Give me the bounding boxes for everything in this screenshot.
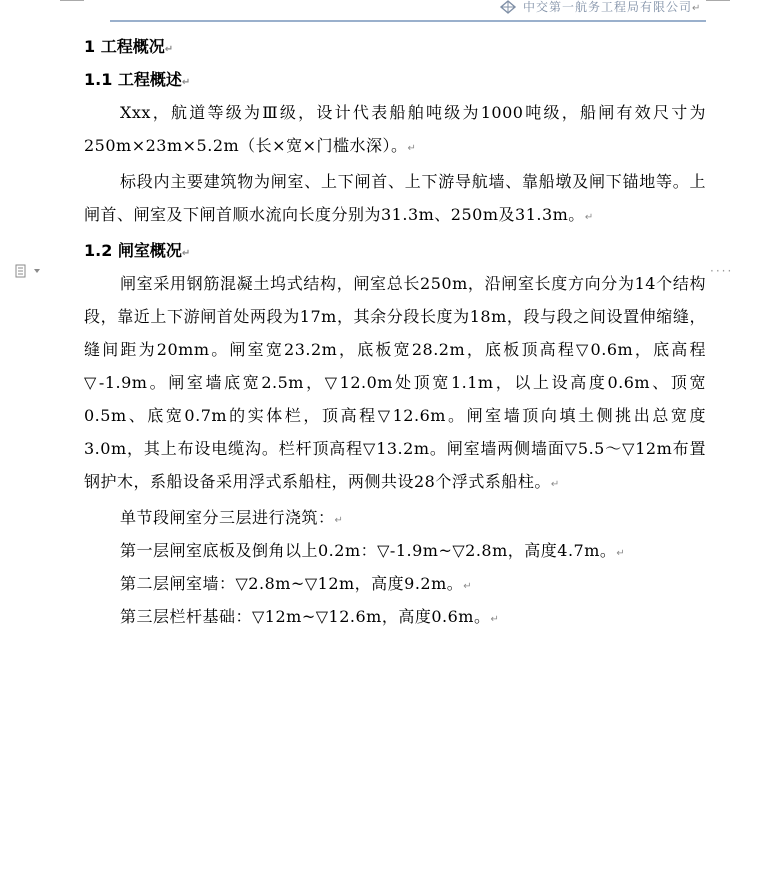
pour-layer-1: 第一层闸室底板及倒角以上0.2m：▽-1.9m~▽2.8m，高度4.7m。↵ bbox=[120, 541, 626, 560]
section-1-1-heading: 1.1 工程概述↵ bbox=[84, 70, 191, 89]
page-corner-mark-left bbox=[60, 0, 84, 1]
section-1-1-paragraph-1: Xxx，航道等级为Ⅲ级，设计代表船舶吨级为1000吨级，船闸有效尺寸为250m×23m×5.2m（长×宽×门槛水深）。↵ bbox=[84, 103, 706, 155]
section-1-2-heading: 1.2 闸室概况↵ bbox=[84, 241, 191, 260]
section-1-1-paragraph-2: 标段内主要建筑物为闸室、上下闸首、上下游导航墙、靠船墩及闸下锚地等。上闸首、闸室及下闸首顺水流向长度分别为31.3m、250m及31.3m。↵ bbox=[84, 172, 706, 224]
header-rule bbox=[110, 20, 706, 22]
pour-layer-3: 第三层栏杆基础：▽12m~▽12.6m，高度0.6m。↵ bbox=[120, 607, 500, 626]
section-1-2-paragraph-2: 单节段闸室分三层进行浇筑：↵ bbox=[120, 508, 344, 527]
document-body bbox=[84, 30, 706, 633]
section-1-2-paragraph-1: 闸室采用钢筋混凝土坞式结构，闸室总长250m，沿闸室长度方向分为14个结构段，靠近上下游闸首处两段为17m，其余分段长度为18m，段与段之间设置伸缩缝，缝间距为20mm。闸室宽23.2m，底板宽28.2m，底板顶高程▽0.6m，底高程▽-1.9m。闸室墙底宽2.5m，▽12.0m处顶宽1.1m，以上设高度0.6m、顶宽0.5m、底宽0.7m的实体栏，顶高程▽12.6m。闸室墙顶向填土侧挑出总宽度3.0m，其上布设电缆沟。栏杆顶高程▽13.2m。闸室墙两侧墙面▽5.5～▽12m布置钢护木，系船设备采用浮式系船柱，两侧共设28个浮式系船柱。↵ bbox=[84, 274, 706, 491]
header-company-name: 中交第一航务工程局有限公司↵ bbox=[523, 0, 702, 14]
overflow-dots: ···· bbox=[710, 264, 734, 278]
section-1-heading: 1 工程概况↵ bbox=[84, 37, 174, 56]
page-corner-mark-right bbox=[706, 0, 730, 1]
pour-layer-2: 第二层闸室墙：▽2.8m~▽12m，高度9.2m。↵ bbox=[120, 574, 473, 593]
paragraph-options-icon[interactable] bbox=[15, 264, 41, 278]
company-logo-icon bbox=[499, 0, 517, 14]
